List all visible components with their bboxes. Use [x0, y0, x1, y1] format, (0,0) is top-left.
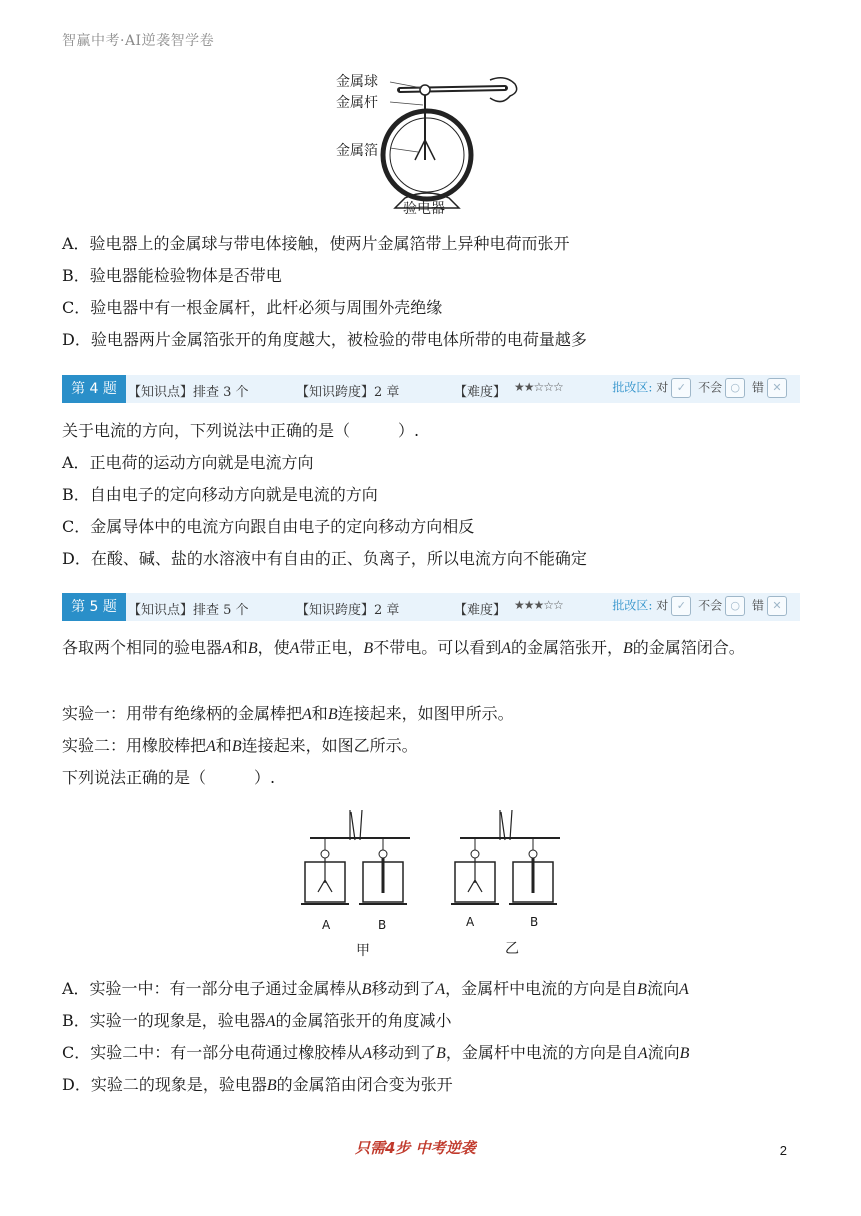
q4-option-b: B．自由电子的定向移动方向就是电流的方向 [62, 485, 378, 504]
q3-option-c: C．验电器中有一根金属杆，此杆必须与周围外壳绝缘 [62, 298, 443, 317]
q4-option-d: D．在酸、碱、盐的水溶液中有自由的正、负离子，所以电流方向不能确定 [62, 549, 587, 568]
experiment-figure [295, 800, 565, 960]
figure-yi-label-a: A [466, 915, 475, 929]
q5-difficulty-label: 【难度】 [454, 603, 507, 618]
cross-icon[interactable]: ✕ [767, 378, 787, 398]
label-metal-rod: 金属杆 [336, 95, 378, 111]
q5-grade-area [612, 596, 790, 618]
q5-span: 【知识跨度】2 章 [296, 603, 400, 618]
q4-grade-correct-label: 对 [656, 380, 669, 395]
figure-yi-label-b: B [530, 915, 539, 929]
figure-yi-caption: 乙 [505, 941, 519, 957]
q5-option-d: D．实验二的现象是，验电器B的金属箔由闭合变为张开 [62, 1075, 453, 1094]
q5-grade-wrong-label: 错 [751, 598, 764, 613]
q3-option-a: A．验电器上的金属球与带电体接触，使两片金属箔带上异种电荷而张开 [62, 234, 570, 253]
figure-jia-label-a: A [322, 918, 331, 932]
q4-info-bar [62, 375, 800, 403]
circle-icon[interactable]: ○ [725, 378, 745, 398]
experiment-yi-drawing [451, 810, 560, 904]
q4-grade-area [612, 378, 790, 400]
q3-option-b: B．验电器能检验物体是否带电 [62, 266, 282, 285]
q5-grade-correct-label: 对 [656, 598, 669, 613]
q5-difficulty-stars: ★★★☆☆ [514, 598, 563, 612]
q5-number: 第 5 题 [62, 593, 126, 621]
q4-stem: 关于电流的方向，下列说法中正确的是（ ）. [62, 421, 420, 440]
q4-option-a: A．正电荷的运动方向就是电流方向 [62, 453, 314, 472]
q4-option-c: C．金属导体中的电流方向跟自由电子的定向移动方向相反 [62, 517, 475, 536]
q4-span: 【知识跨度】2 章 [296, 385, 400, 400]
q5-grade-unknown-label: 不会 [698, 598, 723, 613]
page-number: 2 [779, 1143, 787, 1158]
q4-number: 第 4 题 [62, 375, 126, 403]
figure1-caption: 验电器 [403, 201, 445, 217]
q5-grade-label: 批改区: [612, 598, 653, 613]
experiment-jia-drawing [301, 810, 410, 904]
q5-option-b: B．实验一的现象是，验电器A的金属箔张开的角度减小 [62, 1011, 452, 1030]
q5-experiment-1: 实验一：用带有绝缘柄的金属棒把A和B连接起来，如图甲所示。 [62, 704, 514, 723]
figure-jia-caption: 甲 [356, 943, 370, 959]
check-icon[interactable]: ✓ [671, 596, 691, 616]
circle-icon[interactable]: ○ [725, 596, 745, 616]
check-icon[interactable]: ✓ [671, 378, 691, 398]
q4-difficulty-stars: ★★☆☆☆ [514, 380, 563, 394]
label-metal-foil: 金属箔 [336, 143, 378, 159]
q4-knowledge: 【知识点】排查 3 个 [128, 385, 249, 400]
figure-jia-label-b: B [378, 918, 387, 932]
q5-option-a: A．实验一中：有一部分电子通过金属棒从B移动到了A，金属杆中电流的方向是自B流向A [62, 979, 689, 998]
q5-experiment-2: 实验二：用橡胶棒把A和B连接起来，如图乙所示。 [62, 736, 418, 755]
page-header: 智赢中考·AI逆袭智学卷 [62, 33, 215, 49]
q5-knowledge: 【知识点】排查 5 个 [128, 603, 249, 618]
q4-difficulty-label: 【难度】 [454, 385, 507, 400]
label-metal-ball: 金属球 [336, 74, 378, 90]
q4-grade-unknown-label: 不会 [698, 380, 723, 395]
q4-grade-wrong-label: 错 [751, 380, 764, 395]
q5-info-bar [62, 593, 800, 621]
q4-grade-label: 批改区: [612, 380, 653, 395]
q5-stem: 各取两个相同的验电器A和B，使A带正电，B不带电。可以看到A的金属箔张开，B的金属箔闭合。 [62, 638, 745, 657]
footer-logo: 只需4步 中考逆袭 [355, 1139, 476, 1157]
q5-option-c: C．实验二中：有一部分电荷通过橡胶棒从A移动到了B，金属杆中电流的方向是自A流向B [62, 1043, 690, 1062]
q3-option-d: D．验电器两片金属箔张开的角度越大，被检验的带电体所带的电荷量越多 [62, 330, 587, 349]
cross-icon[interactable]: ✕ [767, 596, 787, 616]
q5-ask: 下列说法正确的是（ ）. [62, 768, 276, 787]
